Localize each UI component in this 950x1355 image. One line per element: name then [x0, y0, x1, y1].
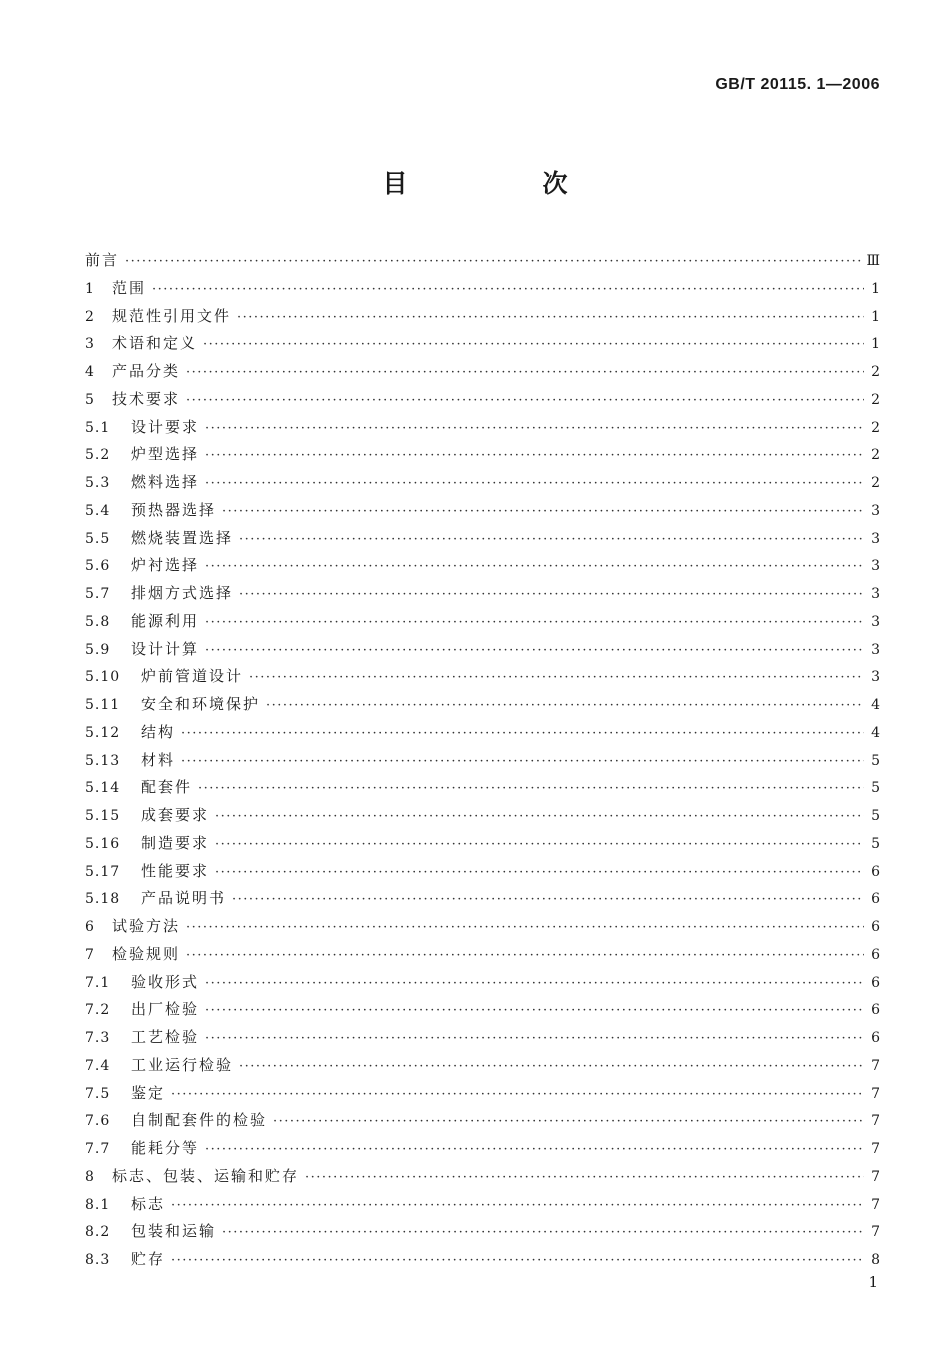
toc-entry-number: 5.13	[85, 752, 121, 769]
toc-entry-page: 5	[871, 835, 880, 852]
toc-entry[interactable]	[85, 358, 880, 386]
toc-entry-page: 7	[871, 1085, 880, 1102]
toc-leader-dots	[181, 720, 864, 748]
toc-entry-number: 5.17	[85, 863, 121, 880]
toc-entry-number: 5.4	[85, 502, 111, 519]
toc-entry-number: 3	[85, 336, 95, 353]
toc-entry-number: 5.10	[85, 669, 121, 686]
toc-entry[interactable]	[85, 1024, 880, 1052]
toc-entry-page: 7	[871, 1057, 880, 1074]
toc-entry[interactable]	[85, 469, 880, 497]
toc-entry[interactable]	[85, 802, 880, 830]
toc-leader-dots	[205, 1136, 864, 1164]
toc-entry[interactable]	[85, 1191, 880, 1219]
toc-entry-label: 范围	[112, 278, 147, 297]
toc-entry-page: 4	[871, 697, 880, 713]
toc-leader-dots	[237, 304, 864, 332]
toc-entry-label: 自制配套件的检验	[131, 1111, 268, 1130]
toc-entry-number: 5.12	[85, 724, 121, 741]
toc-entry-number: 5.9	[85, 641, 111, 658]
toc-entry-page: 3	[871, 558, 880, 575]
toc-entry-page: 2	[871, 447, 880, 464]
toc-entry-label: 成套要求	[141, 806, 210, 824]
toc-entry-label: 炉型选择	[131, 445, 200, 464]
toc-entry[interactable]	[85, 747, 880, 775]
toc-entry-number: 5.3	[85, 475, 111, 491]
toc-entry-number: 5.2	[85, 447, 111, 464]
toc-entry-number: 7.6	[85, 1113, 111, 1130]
document-id: GB/T 20115. 1—2006	[715, 76, 880, 93]
toc-entry[interactable]	[85, 1163, 880, 1191]
toc-entry-label: 配套件	[141, 778, 193, 797]
toc-entry-number: 7.7	[85, 1141, 111, 1157]
toc-entry-label: 能耗分等	[131, 1139, 200, 1157]
toc-entry-label: 炉衬选择	[131, 556, 200, 575]
toc-entry-label: 产品说明书	[141, 889, 227, 908]
toc-leader-dots	[205, 970, 864, 998]
toc-entry[interactable]	[85, 247, 880, 275]
toc-entry-label: 前言	[85, 251, 120, 269]
toc-leader-dots	[249, 664, 864, 692]
toc-leader-dots	[305, 1164, 864, 1192]
toc-entry-label: 鉴定	[131, 1083, 166, 1102]
toc-entry-number: 7	[85, 946, 95, 963]
toc-entry-label: 产品分类	[112, 362, 181, 380]
toc-entry-label: 工业运行检验	[131, 1055, 234, 1074]
toc-leader-dots	[205, 553, 864, 581]
page-title: 目 次	[382, 169, 623, 198]
toc-leader-dots	[222, 1219, 864, 1247]
toc-entry-page: 1	[871, 336, 880, 353]
toc-entry-label: 试验方法	[112, 917, 181, 935]
toc-entry-number: 6	[85, 919, 95, 935]
toc-entry-label: 规范性引用文件	[112, 306, 232, 325]
toc-entry[interactable]	[85, 913, 880, 941]
toc-leader-dots	[198, 775, 864, 803]
toc-entry-number: 8.1	[85, 1196, 111, 1213]
toc-entry-page: 1	[871, 280, 880, 297]
toc-entry-label: 燃烧装置选择	[131, 528, 234, 547]
toc-leader-dots	[215, 831, 864, 859]
toc-entry-page: 5	[871, 808, 880, 824]
toc-entry[interactable]	[85, 774, 880, 802]
toc-entry-number: 8	[85, 1168, 95, 1185]
toc-entry-number: 5.1	[85, 419, 111, 436]
toc-entry-label: 术语和定义	[112, 334, 198, 353]
toc-entry[interactable]	[85, 858, 880, 886]
toc-entry-page: 3	[871, 502, 880, 519]
toc-entry-number: 7.1	[85, 974, 111, 991]
toc-entry-label: 标志、包装、运输和贮存	[112, 1166, 300, 1185]
toc-entry[interactable]	[85, 497, 880, 525]
toc-leader-dots	[266, 692, 864, 720]
toc-entry-label: 检验规则	[112, 944, 181, 963]
toc-leader-dots	[205, 637, 864, 665]
toc-entry-label: 包装和运输	[131, 1222, 217, 1241]
toc-leader-dots	[239, 526, 864, 554]
toc-entry[interactable]	[85, 1080, 880, 1108]
toc-entry-label: 性能要求	[141, 861, 210, 880]
toc-entry-page: 6	[871, 1030, 880, 1046]
toc-entry[interactable]	[85, 1246, 880, 1274]
toc-entry[interactable]	[85, 691, 880, 719]
toc-leader-dots	[205, 442, 864, 470]
toc-entry-label: 安全和环境保护	[141, 695, 261, 713]
toc-leader-dots	[222, 498, 864, 526]
toc-entry-number: 5.5	[85, 530, 111, 547]
toc-entry-label: 技术要求	[112, 389, 181, 408]
toc-entry-label: 结构	[141, 722, 176, 741]
toc-entry-page: 6	[871, 974, 880, 991]
toc-entry[interactable]	[85, 330, 880, 358]
toc-entry-page: 7	[871, 1141, 880, 1157]
toc-entry-page: Ⅲ	[866, 253, 880, 269]
toc-entry[interactable]	[85, 580, 880, 608]
toc-entry-page: 7	[871, 1196, 880, 1213]
toc-entry-number: 4	[85, 364, 95, 380]
toc-entry-number: 5.6	[85, 558, 111, 575]
toc-entry-page: 2	[871, 391, 880, 408]
toc-entry[interactable]	[85, 1218, 880, 1246]
toc-entry-number: 5.14	[85, 780, 121, 797]
toc-entry-page: 1	[871, 308, 880, 325]
toc-entry-label: 制造要求	[141, 833, 210, 852]
toc-entry-number: 5.15	[85, 808, 121, 824]
toc-entry-number: 5.7	[85, 586, 111, 602]
toc-entry-number: 5	[85, 391, 95, 408]
toc-entry-label: 出厂检验	[131, 1000, 200, 1019]
toc-entry[interactable]	[85, 1107, 880, 1135]
toc-entry-page: 7	[871, 1224, 880, 1241]
toc-entry-page: 3	[871, 530, 880, 547]
toc-entry-label: 工艺检验	[131, 1028, 200, 1046]
toc-leader-dots	[205, 997, 864, 1025]
toc-entry-label: 验收形式	[131, 972, 200, 991]
toc-leader-dots	[171, 1247, 864, 1275]
toc-leader-dots	[239, 581, 864, 609]
toc-entry[interactable]	[85, 941, 880, 969]
toc-entry[interactable]	[85, 608, 880, 636]
toc-leader-dots	[205, 1025, 864, 1053]
toc-entry-page: 6	[871, 891, 880, 908]
page-number: 1	[868, 1273, 878, 1291]
toc-entry-number: 8.2	[85, 1224, 111, 1241]
toc-entry[interactable]	[85, 552, 880, 580]
toc-entry-label: 能源利用	[131, 611, 200, 630]
toc-entry-label: 排烟方式选择	[131, 584, 234, 602]
toc-entry-label: 设计计算	[131, 639, 200, 658]
toc-leader-dots	[125, 248, 862, 276]
toc-entry[interactable]	[85, 719, 880, 747]
toc-entry-page: 3	[871, 613, 880, 630]
toc-leader-dots	[205, 470, 864, 498]
toc-entry-number: 5.18	[85, 891, 121, 908]
toc-leader-dots	[215, 803, 864, 831]
toc-entry[interactable]	[85, 525, 880, 553]
toc-entry-label: 炉前管道设计	[141, 667, 244, 686]
toc-entry[interactable]	[85, 636, 880, 664]
toc-entry-page: 3	[871, 641, 880, 658]
toc-entry-page: 5	[871, 752, 880, 769]
toc-entry-number: 8.3	[85, 1252, 111, 1268]
toc-entry-label: 材料	[141, 750, 176, 769]
toc-entry-page: 6	[871, 1002, 880, 1019]
toc-leader-dots	[171, 1081, 864, 1109]
toc-entry-number: 5.8	[85, 613, 111, 630]
toc-entry[interactable]	[85, 969, 880, 997]
toc-entry-label: 预热器选择	[131, 500, 217, 519]
toc-leader-dots	[181, 748, 864, 776]
toc-entry-page: 8	[871, 1252, 880, 1268]
toc-entry-page: 2	[871, 364, 880, 380]
toc-entry[interactable]	[85, 275, 880, 303]
toc-leader-dots	[186, 387, 864, 415]
toc-entry[interactable]	[85, 885, 880, 913]
toc-entry-page: 7	[871, 1168, 880, 1185]
toc-entry-number: 5.11	[85, 697, 121, 713]
toc-entry-page: 3	[871, 669, 880, 686]
toc-entry-page: 6	[871, 863, 880, 880]
toc-entry-number: 7.5	[85, 1085, 111, 1102]
toc-entry-page: 2	[871, 419, 880, 436]
toc-leader-dots	[171, 1192, 864, 1220]
toc-leader-dots	[273, 1108, 864, 1136]
toc-entry[interactable]	[85, 830, 880, 858]
toc-entry[interactable]	[85, 1135, 880, 1163]
toc-entry[interactable]	[85, 386, 880, 414]
toc-entry-page: 7	[871, 1113, 880, 1130]
toc-leader-dots	[186, 914, 864, 942]
toc-entry-label: 标志	[131, 1194, 166, 1213]
toc-leader-dots	[186, 359, 864, 387]
table-of-contents	[85, 247, 880, 1274]
toc-entry-number: 1	[85, 280, 95, 297]
toc-entry-number: 2	[85, 308, 95, 325]
toc-entry-label: 燃料选择	[131, 473, 200, 491]
toc-entry-number: 7.2	[85, 1002, 111, 1019]
toc-entry-label: 贮存	[131, 1250, 166, 1268]
toc-leader-dots	[215, 859, 864, 887]
toc-entry[interactable]	[85, 1052, 880, 1080]
toc-entry[interactable]	[85, 303, 880, 331]
toc-entry-number: 7.3	[85, 1030, 111, 1046]
toc-leader-dots	[205, 609, 864, 637]
toc-entry[interactable]	[85, 441, 880, 469]
toc-entry-page: 3	[871, 586, 880, 602]
toc-leader-dots	[152, 276, 864, 304]
toc-entry-number: 7.4	[85, 1057, 111, 1074]
toc-leader-dots	[205, 415, 864, 443]
toc-leader-dots	[203, 331, 864, 359]
toc-entry[interactable]	[85, 663, 880, 691]
toc-entry-number: 5.16	[85, 835, 121, 852]
toc-entry-page: 6	[871, 946, 880, 963]
toc-entry-page: 4	[871, 724, 880, 741]
toc-leader-dots	[239, 1053, 864, 1081]
toc-entry-page: 6	[871, 919, 880, 935]
toc-entry-page: 5	[871, 780, 880, 797]
toc-leader-dots	[232, 886, 864, 914]
toc-entry[interactable]	[85, 996, 880, 1024]
toc-entry-label: 设计要求	[131, 417, 200, 436]
toc-entry[interactable]	[85, 414, 880, 442]
toc-leader-dots	[186, 942, 864, 970]
toc-entry-page: 2	[871, 475, 880, 491]
